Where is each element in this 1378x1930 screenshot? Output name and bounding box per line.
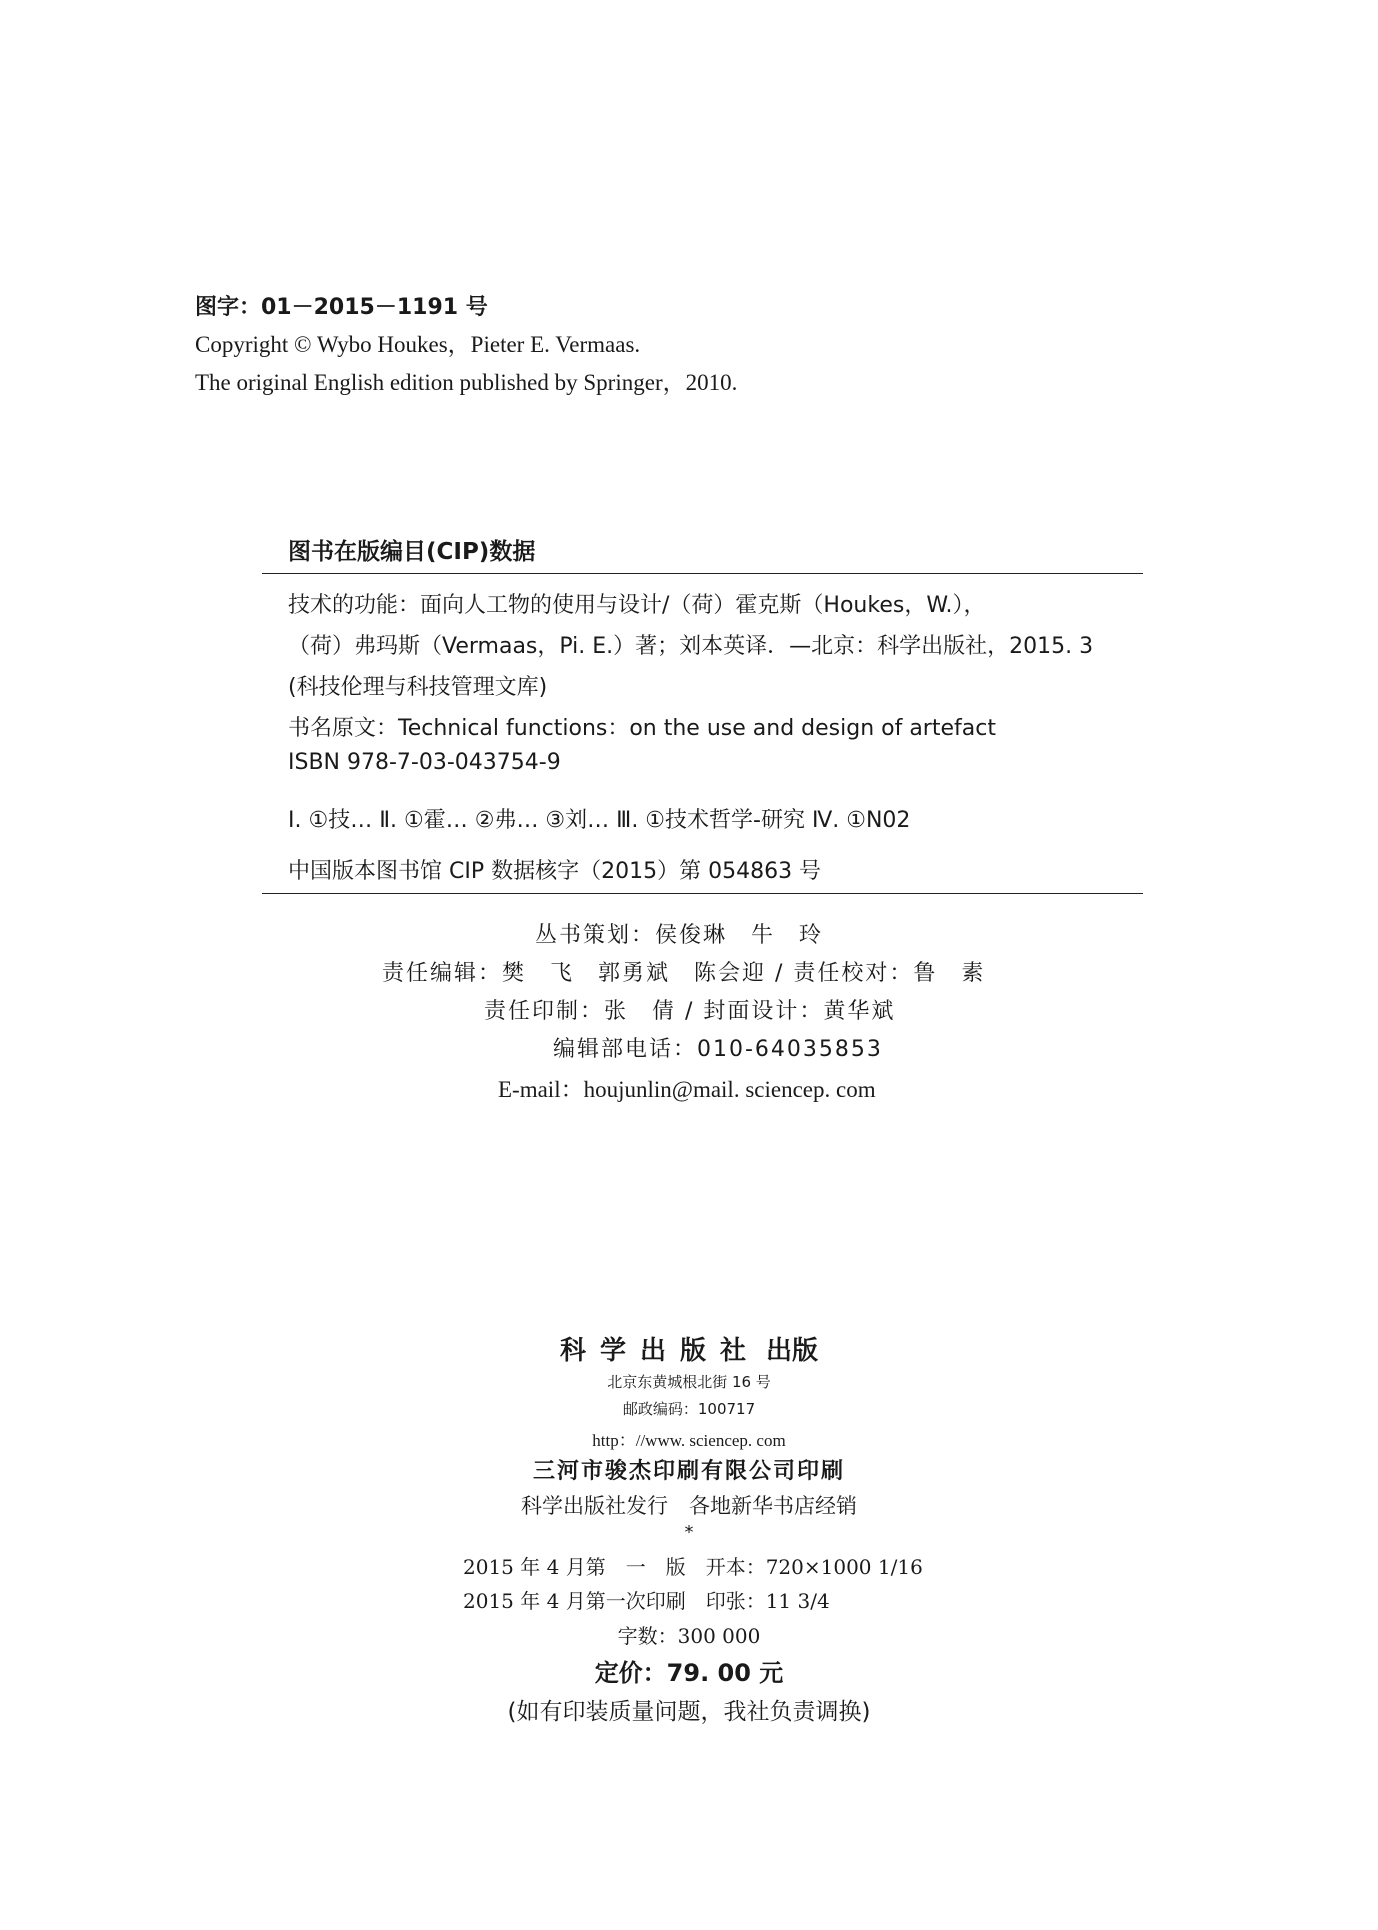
print-spec-line: 2015 年 4 月第一次印刷 印张：11 3/4	[463, 1589, 830, 1613]
cip-heading: 图书在版编目(CIP)数据	[288, 539, 536, 565]
copyright-holder-line: Copyright © Wybo Houkes，Pieter E. Vermaas.	[195, 332, 641, 357]
separator-asterisk: *	[684, 1522, 694, 1543]
responsible-editors-line: 责任编辑：樊 飞 郭勇斌 陈会迎 / 责任校对：鲁 素	[382, 961, 986, 986]
cip-line-series: (科技伦理与科技管理文库)	[288, 675, 548, 700]
cip-line-classification: Ⅰ. ①技… Ⅱ. ①霍… ②弗… ③刘… Ⅲ. ①技术哲学-研究 Ⅳ. ①N02	[288, 808, 911, 833]
publisher-url: http：//www. sciencep. com	[592, 1431, 786, 1450]
publish-suffix: 出版	[766, 1336, 819, 1366]
editorial-email-line: E-mail：houjunlin@mail. sciencep. com	[498, 1077, 876, 1102]
edition-spec-line: 2015 年 4 月第 一 版 开本：720×1000 1/16	[463, 1555, 923, 1579]
cip-top-rule	[262, 573, 1143, 574]
cip-line-title: 技术的功能：面向人工物的使用与设计/（荷）霍克斯（Houkes，W.），	[288, 593, 986, 618]
cip-line-record-number: 中国版本图书馆 CIP 数据核字（2015）第 054863 号	[288, 859, 822, 884]
copyright-permit-number: 图字：01－2015－1191 号	[195, 295, 488, 320]
printing-design-line: 责任印制：张 倩 / 封面设计：黄华斌	[484, 999, 896, 1024]
publisher-name: 科学出版社	[559, 1336, 760, 1366]
publisher-postcode: 邮政编码：100717	[622, 1400, 756, 1418]
editorial-phone-line: 编辑部电话：010-64035853	[553, 1037, 883, 1062]
quality-notice-line: (如有印装质量问题，我社负责调换)	[507, 1699, 871, 1725]
cip-line-authors: （荷）弗玛斯（Vermaas，Pi. E.）著；刘本英译．—北京：科学出版社，2015. 3	[288, 634, 1094, 659]
word-count-line: 字数：300 000	[617, 1624, 761, 1648]
publisher-address: 北京东黄城根北街 16 号	[607, 1373, 771, 1391]
series-planning-line: 丛书策划：侯俊琳 牛 玲	[535, 923, 824, 948]
distribution-line: 科学出版社发行 各地新华书店经销	[521, 1494, 857, 1518]
cip-line-isbn: ISBN 978-7-03-043754-9	[288, 750, 561, 775]
printer-line: 三河市骏杰印刷有限公司印刷	[532, 1459, 845, 1484]
original-edition-line: The original English edition published by Springer，2010.	[195, 370, 738, 395]
publisher-line	[0, 1330, 1378, 1367]
cip-line-original-title: 书名原文：Technical functions：on the use and design of artefact	[288, 716, 996, 741]
cip-bottom-rule	[262, 893, 1143, 894]
price-line: 定价：79. 00 元	[594, 1659, 784, 1687]
